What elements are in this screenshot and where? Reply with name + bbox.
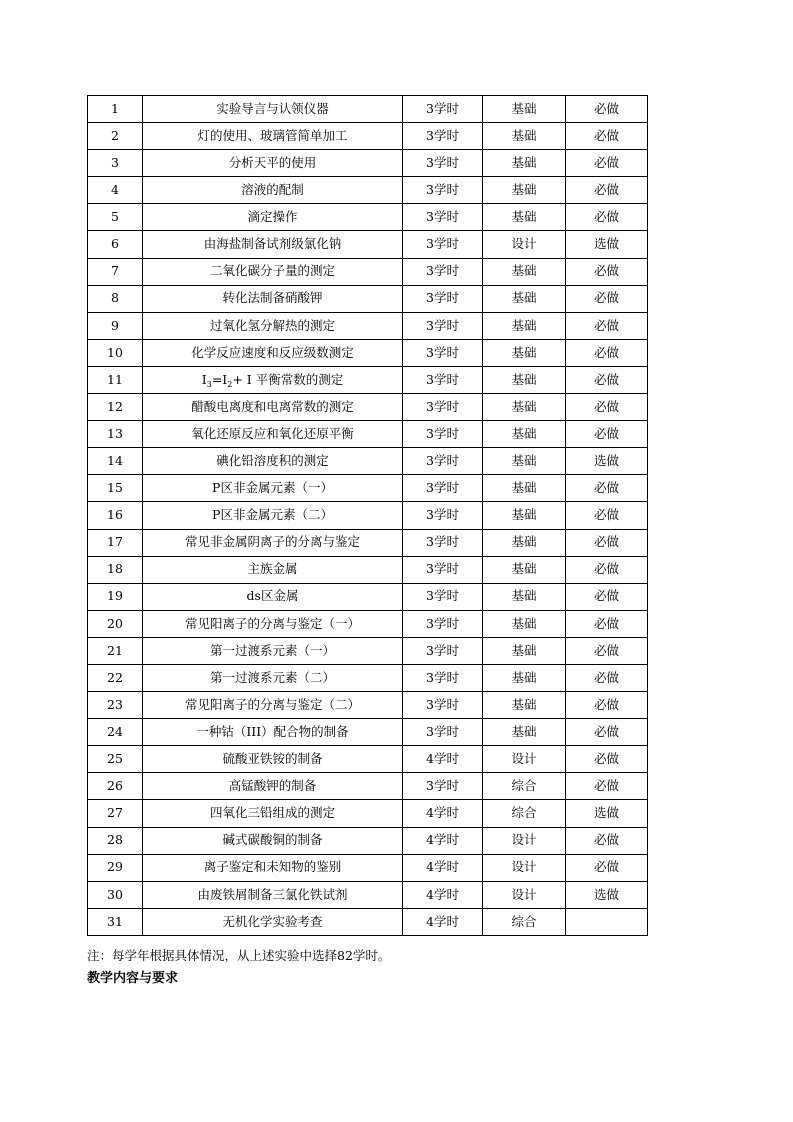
type-cell: 基础 — [483, 529, 566, 556]
type-cell: 设计 — [483, 881, 566, 908]
requirement-cell: 选做 — [566, 448, 648, 475]
type-cell: 基础 — [483, 285, 566, 312]
requirement-cell: 必做 — [566, 421, 648, 448]
experiment-name-cell: 由海盐制备试剂级氯化钠 — [143, 231, 403, 258]
hours-cell: 3学时 — [403, 96, 483, 123]
row-number-cell: 8 — [88, 285, 143, 312]
formula-part: 3 — [206, 379, 212, 389]
hours-cell: 3学时 — [403, 339, 483, 366]
row-number-cell: 22 — [88, 664, 143, 691]
experiment-name-cell: 离子鉴定和未知物的鉴别 — [143, 854, 403, 881]
requirement-cell: 必做 — [566, 96, 648, 123]
requirement-cell: 必做 — [566, 529, 648, 556]
type-cell: 基础 — [483, 556, 566, 583]
experiment-name-cell: 实验导言与认领仪器 — [143, 96, 403, 123]
hours-cell: 3学时 — [403, 394, 483, 421]
requirement-cell: 必做 — [566, 692, 648, 719]
experiment-table — [87, 95, 648, 936]
requirement-cell: 必做 — [566, 583, 648, 610]
type-cell: 设计 — [483, 854, 566, 881]
type-cell: 基础 — [483, 664, 566, 691]
experiment-name-cell: 分析天平的使用 — [143, 150, 403, 177]
experiment-name-cell: 常见阳离子的分离与鉴定（一） — [143, 610, 403, 637]
table-row — [88, 583, 648, 610]
row-number-cell: 12 — [88, 394, 143, 421]
row-number-cell: 31 — [88, 908, 143, 935]
experiment-name-cell: 化学反应速度和反应级数测定 — [143, 339, 403, 366]
type-cell: 基础 — [483, 394, 566, 421]
hours-cell: 3学时 — [403, 583, 483, 610]
hours-cell: 4学时 — [403, 827, 483, 854]
experiment-name-cell: 高锰酸钾的制备 — [143, 773, 403, 800]
table-row — [88, 800, 648, 827]
hours-cell: 3学时 — [403, 231, 483, 258]
hours-cell: 3学时 — [403, 475, 483, 502]
table-note: 注：每学年根据具体情况，从上述实验中选择82学时。 — [87, 948, 391, 963]
row-number-cell: 10 — [88, 339, 143, 366]
type-cell: 基础 — [483, 96, 566, 123]
requirement-cell: 必做 — [566, 610, 648, 637]
row-number-cell: 14 — [88, 448, 143, 475]
requirement-cell: 必做 — [566, 556, 648, 583]
type-cell: 综合 — [483, 908, 566, 935]
requirement-cell: 必做 — [566, 123, 648, 150]
experiment-table-body — [88, 96, 648, 936]
hours-cell: 3学时 — [403, 258, 483, 285]
experiment-name-cell — [143, 366, 403, 393]
requirement-cell: 必做 — [566, 719, 648, 746]
experiment-name-cell: ds区金属 — [143, 583, 403, 610]
requirement-cell: 必做 — [566, 366, 648, 393]
experiment-name-cell: 滴定操作 — [143, 204, 403, 231]
type-cell: 基础 — [483, 719, 566, 746]
experiment-name-cell: 硫酸亚铁铵的制备 — [143, 746, 403, 773]
type-cell: 设计 — [483, 231, 566, 258]
type-cell: 基础 — [483, 312, 566, 339]
row-number-cell: 26 — [88, 773, 143, 800]
experiment-name-cell: 氧化还原反应和氧化还原平衡 — [143, 421, 403, 448]
table-row — [88, 448, 648, 475]
row-number-cell: 25 — [88, 746, 143, 773]
table-row — [88, 96, 648, 123]
hours-cell: 3学时 — [403, 312, 483, 339]
type-cell: 基础 — [483, 610, 566, 637]
table-row — [88, 475, 648, 502]
row-number-cell: 20 — [88, 610, 143, 637]
table-row — [88, 177, 648, 204]
table-row — [88, 908, 648, 935]
experiment-name-cell: 灯的使用、玻璃管简单加工 — [143, 123, 403, 150]
hours-cell: 3学时 — [403, 637, 483, 664]
hours-cell: 4学时 — [403, 800, 483, 827]
experiment-name-cell: 转化法制备硝酸钾 — [143, 285, 403, 312]
hours-cell: 3学时 — [403, 773, 483, 800]
row-number-cell: 18 — [88, 556, 143, 583]
table-row — [88, 773, 648, 800]
row-number-cell: 7 — [88, 258, 143, 285]
table-row — [88, 637, 648, 664]
requirement-cell: 必做 — [566, 746, 648, 773]
table-row — [88, 827, 648, 854]
row-number-cell: 9 — [88, 312, 143, 339]
type-cell: 基础 — [483, 123, 566, 150]
type-cell: 基础 — [483, 177, 566, 204]
hours-cell: 3学时 — [403, 448, 483, 475]
type-cell: 基础 — [483, 258, 566, 285]
requirement-cell — [566, 908, 648, 935]
table-row — [88, 719, 648, 746]
hours-cell: 3学时 — [403, 502, 483, 529]
requirement-cell: 必做 — [566, 854, 648, 881]
experiment-name-cell: 碘化铅溶度积的测定 — [143, 448, 403, 475]
requirement-cell: 必做 — [566, 475, 648, 502]
requirement-cell: 必做 — [566, 312, 648, 339]
row-number-cell: 16 — [88, 502, 143, 529]
hours-cell: 3学时 — [403, 285, 483, 312]
type-cell: 基础 — [483, 366, 566, 393]
table-row — [88, 421, 648, 448]
type-cell: 基础 — [483, 421, 566, 448]
type-cell: 基础 — [483, 502, 566, 529]
table-row — [88, 339, 648, 366]
table-row — [88, 854, 648, 881]
row-number-cell: 4 — [88, 177, 143, 204]
type-cell: 基础 — [483, 475, 566, 502]
type-cell: 设计 — [483, 827, 566, 854]
hours-cell: 3学时 — [403, 366, 483, 393]
requirement-cell: 必做 — [566, 773, 648, 800]
table-row — [88, 692, 648, 719]
type-cell: 综合 — [483, 773, 566, 800]
requirement-cell: 选做 — [566, 881, 648, 908]
type-cell: 设计 — [483, 746, 566, 773]
table-row — [88, 664, 648, 691]
hours-cell: 3学时 — [403, 556, 483, 583]
requirement-cell: 必做 — [566, 664, 648, 691]
row-number-cell: 13 — [88, 421, 143, 448]
hours-cell: 3学时 — [403, 150, 483, 177]
hours-cell: 3学时 — [403, 719, 483, 746]
row-number-cell: 11 — [88, 366, 143, 393]
formula-part: =I — [211, 371, 228, 387]
table-row — [88, 502, 648, 529]
row-number-cell: 2 — [88, 123, 143, 150]
requirement-cell: 必做 — [566, 339, 648, 366]
formula-part: + I 平衡常数的测定 — [232, 371, 344, 387]
table-row — [88, 610, 648, 637]
experiment-name-cell: 由废铁屑制备三氯化铁试剂 — [143, 881, 403, 908]
row-number-cell: 17 — [88, 529, 143, 556]
row-number-cell: 24 — [88, 719, 143, 746]
row-number-cell: 21 — [88, 637, 143, 664]
hours-cell: 3学时 — [403, 421, 483, 448]
table-row — [88, 150, 648, 177]
experiment-name-cell: 无机化学实验考查 — [143, 908, 403, 935]
experiment-name-cell: 碱式碳酸铜的制备 — [143, 827, 403, 854]
table-row — [88, 285, 648, 312]
hours-cell: 3学时 — [403, 177, 483, 204]
hours-cell: 3学时 — [403, 610, 483, 637]
requirement-cell: 必做 — [566, 258, 648, 285]
experiment-name-cell: 常见非金属阴离子的分离与鉴定 — [143, 529, 403, 556]
table-row — [88, 556, 648, 583]
requirement-cell: 必做 — [566, 502, 648, 529]
row-number-cell: 3 — [88, 150, 143, 177]
experiment-name-cell: 醋酸电离度和电离常数的测定 — [143, 394, 403, 421]
row-number-cell: 6 — [88, 231, 143, 258]
requirement-cell: 选做 — [566, 800, 648, 827]
hours-cell: 4学时 — [403, 908, 483, 935]
row-number-cell: 30 — [88, 881, 143, 908]
row-number-cell: 1 — [88, 96, 143, 123]
experiment-name-cell: 过氧化氢分解热的测定 — [143, 312, 403, 339]
experiment-name-cell: 溶液的配制 — [143, 177, 403, 204]
hours-cell: 3学时 — [403, 692, 483, 719]
table-row — [88, 123, 648, 150]
table-row — [88, 258, 648, 285]
requirement-cell: 必做 — [566, 637, 648, 664]
row-number-cell: 23 — [88, 692, 143, 719]
section-heading: 教学内容与要求 — [87, 971, 179, 986]
row-number-cell: 5 — [88, 204, 143, 231]
table-row — [88, 231, 648, 258]
type-cell: 基础 — [483, 692, 566, 719]
experiment-name-cell: 一种钴（III）配合物的制备 — [143, 719, 403, 746]
hours-cell: 4学时 — [403, 746, 483, 773]
hours-cell: 3学时 — [403, 123, 483, 150]
type-cell: 基础 — [483, 448, 566, 475]
hours-cell: 4学时 — [403, 881, 483, 908]
experiment-name-cell: 第一过渡系元素（二） — [143, 664, 403, 691]
row-number-cell: 15 — [88, 475, 143, 502]
experiment-name-cell: 二氧化碳分子量的测定 — [143, 258, 403, 285]
requirement-cell: 必做 — [566, 394, 648, 421]
type-cell: 基础 — [483, 637, 566, 664]
requirement-cell: 必做 — [566, 177, 648, 204]
type-cell: 基础 — [483, 204, 566, 231]
requirement-cell: 必做 — [566, 150, 648, 177]
type-cell: 基础 — [483, 583, 566, 610]
table-row — [88, 312, 648, 339]
type-cell: 基础 — [483, 150, 566, 177]
row-number-cell: 28 — [88, 827, 143, 854]
table-row — [88, 529, 648, 556]
type-cell: 综合 — [483, 800, 566, 827]
requirement-cell: 必做 — [566, 285, 648, 312]
experiment-name-cell: P区非金属元素（一） — [143, 475, 403, 502]
hours-cell: 4学时 — [403, 854, 483, 881]
experiment-name-cell: 四氧化三铅组成的测定 — [143, 800, 403, 827]
formula-part: 2 — [227, 379, 233, 389]
requirement-cell: 必做 — [566, 827, 648, 854]
row-number-cell: 19 — [88, 583, 143, 610]
type-cell: 基础 — [483, 339, 566, 366]
requirement-cell: 选做 — [566, 231, 648, 258]
requirement-cell: 必做 — [566, 204, 648, 231]
table-row — [88, 204, 648, 231]
formula-part: I — [201, 371, 207, 387]
table-row — [88, 394, 648, 421]
hours-cell: 3学时 — [403, 529, 483, 556]
row-number-cell: 27 — [88, 800, 143, 827]
table-row — [88, 366, 648, 393]
experiment-name-cell: 第一过渡系元素（一） — [143, 637, 403, 664]
table-row — [88, 881, 648, 908]
row-number-cell: 29 — [88, 854, 143, 881]
experiment-name-cell: 主族金属 — [143, 556, 403, 583]
experiment-name-cell: P区非金属元素（二） — [143, 502, 403, 529]
table-row — [88, 746, 648, 773]
hours-cell: 3学时 — [403, 664, 483, 691]
experiment-name-cell: 常见阳离子的分离与鉴定（二） — [143, 692, 403, 719]
hours-cell: 3学时 — [403, 204, 483, 231]
